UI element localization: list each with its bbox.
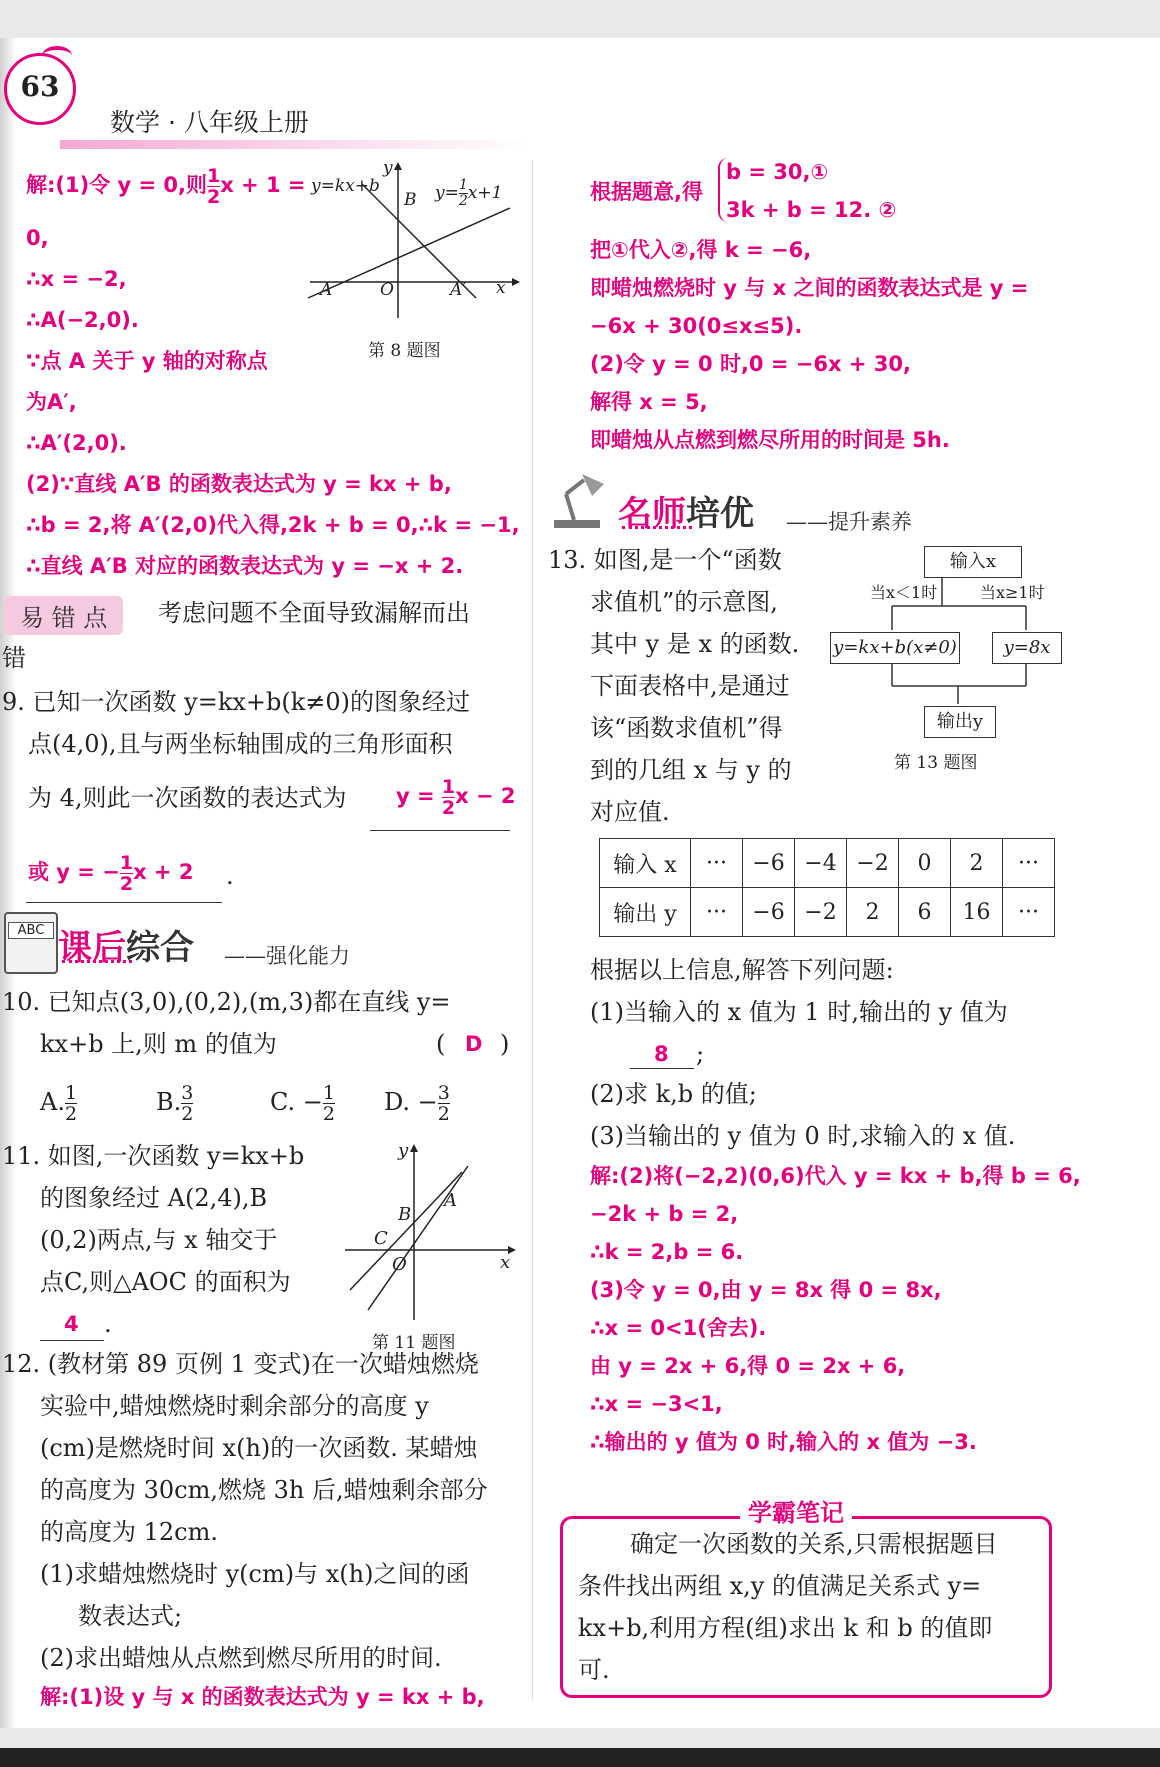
table-cell: ··· — [1003, 839, 1055, 888]
table-cell: 0 — [899, 839, 951, 888]
fig11-A-label: A — [444, 1190, 457, 1211]
fig11-C-label: C — [374, 1228, 388, 1249]
note-line3: kx+b,利用方程(组)求出 k 和 b 的值即 — [578, 1614, 993, 1642]
fig13-caption: 第 13 题图 — [894, 753, 978, 773]
q13-line11: (3)当输出的 y 值为 0 时,求输入的 x 值. — [590, 1122, 1016, 1150]
q13-line6: 到的几组 x 与 y 的 — [590, 756, 792, 784]
fig8-A-label: A — [320, 280, 333, 300]
q11-line4: 点C,则△AOC 的面积为 — [40, 1268, 291, 1296]
sol12-line3: 即蜡烛燃烧时 y 与 x 之间的函数表达式是 y = — [590, 276, 1029, 300]
note-title: 学霸笔记 — [740, 1493, 852, 1528]
q13-answer1: 8 — [654, 1042, 669, 1066]
sol12-line7: 即蜡烛从点燃到燃尽所用的时间是 5h. — [590, 428, 950, 452]
q11-blank-line — [40, 1340, 104, 1341]
q13-line7: 对应值. — [590, 798, 670, 826]
page-shadow — [0, 38, 16, 1728]
q11-end: . — [104, 1310, 112, 1338]
column-divider — [532, 160, 533, 1700]
table-cell: ··· — [691, 839, 743, 888]
table-cell: ··· — [1003, 888, 1055, 937]
q11-line1: 11. 如图,一次函数 y=kx+b — [2, 1142, 305, 1170]
sol8-line3: ∴x = −2, — [26, 267, 127, 291]
q13-semi: ; — [696, 1040, 705, 1068]
fig8-caption: 第 8 题图 — [368, 341, 441, 361]
sol12-eq2: 3k + b = 12. ② — [726, 198, 897, 222]
q10-paren-right: ) — [500, 1030, 510, 1058]
q10-paren-left: ( — [436, 1030, 446, 1058]
q11-line2: 的图象经过 A(2,4),B — [40, 1184, 268, 1212]
table-cell: 输入 x — [600, 839, 691, 888]
sol8-line5: ∵点 A 关于 y 轴的对称点 — [26, 349, 268, 373]
table-cell: −6 — [743, 839, 795, 888]
q10-option-d[interactable]: D. − $\frac{3}{2}$ — [384, 1082, 450, 1125]
table-cell: 16 — [951, 888, 1003, 937]
y-axis-arrow — [410, 1144, 418, 1152]
q12-line8: (2)求出蜡烛从点燃到燃尽所用的时间. — [40, 1644, 442, 1672]
sol12-line4: −6x + 30(0≤x≤5). — [590, 314, 803, 338]
fig8-y-label: y — [383, 158, 393, 178]
q11-line3: (0,2)两点,与 x 轴交于 — [40, 1226, 278, 1254]
q12-line7: 数表达式; — [78, 1602, 183, 1630]
q10-answer: D — [465, 1032, 483, 1056]
sol8-line8: (2)∵直线 A′B 的函数表达式为 y = kx + b, — [26, 472, 452, 496]
sol12-line6: 解得 x = 5, — [590, 390, 708, 414]
table-cell: −4 — [795, 839, 847, 888]
q13-sol4: (3)令 y = 0,由 y = 8x 得 0 = 8x, — [590, 1278, 942, 1302]
q10-option-b[interactable]: B. $\frac{3}{2}$ — [156, 1082, 194, 1125]
flow-cond1: 当x＜1时 — [870, 583, 938, 602]
q9-answer2: 或 y = − $\frac{1}{2}$ x + 2 — [28, 851, 194, 895]
q9-line3: 为 4,则此一次函数的表达式为 — [28, 784, 347, 812]
cuo-title: 考虑问题不全面导致漏解而出 — [158, 599, 470, 627]
fig11-y-label: y — [398, 1140, 409, 1161]
sol12-line1a: 根据题意,得 — [590, 180, 703, 204]
q12-line6: (1)求蜡烛燃烧时 y(cm)与 x(h)之间的函 — [40, 1560, 470, 1588]
q13-line4: 下面表格中,是通过 — [590, 672, 790, 700]
table-cell: −2 — [847, 839, 899, 888]
q11-answer: 4 — [64, 1312, 79, 1336]
q12-line2: 实验中,蜡烛燃烧时剩余部分的高度 y — [40, 1392, 429, 1420]
note-line4: 可. — [578, 1656, 610, 1684]
fig8-O-label: O — [380, 280, 394, 300]
q13-sol2: −2k + b = 2, — [590, 1202, 739, 1226]
q13-line8: 根据以上信息,解答下列问题: — [590, 956, 894, 984]
header-underline — [60, 140, 530, 149]
cuo-row — [4, 596, 123, 635]
sol8-line2: 0, — [26, 226, 49, 250]
q13-sol1: 解:(2)将(−2,2)(0,6)代入 y = kx + b,得 b = 6, — [590, 1164, 1081, 1188]
table-cell: ··· — [691, 888, 743, 937]
fraction: $\frac{1}{2}$ — [207, 164, 221, 208]
book-icon — [4, 912, 58, 974]
q10-line1: 10. 已知点(3,0),(0,2),(m,3)都在直线 y= — [2, 988, 451, 1016]
q13-line10: (2)求 k,b 的值; — [590, 1080, 757, 1108]
q9-end: . — [226, 862, 234, 890]
fig11-caption: 第 11 题图 — [372, 1333, 456, 1353]
q9-answer1: y = $\frac{1}{2}$ x − 2 — [396, 775, 516, 819]
fig8-x-label: x — [496, 278, 506, 298]
q12-sol1: 解:(1)设 y 与 x 的函数表达式为 y = kx + b, — [40, 1685, 485, 1709]
q13-blank-line — [630, 1068, 694, 1069]
q13-sol8: ∴输出的 y 值为 0 时,输入的 x 值为 −3. — [590, 1430, 977, 1454]
q13-sol7: ∴x = −3<1, — [590, 1392, 723, 1416]
table-row-input — [600, 839, 1055, 888]
sol12-line2: 把①代入②,得 k = −6, — [590, 238, 812, 262]
q13-sol6: 由 y = 2x + 6,得 0 = 2x + 6, — [590, 1354, 906, 1378]
value-table — [599, 838, 1055, 937]
sol12-line5: (2)令 y = 0 时,0 = −6x + 30, — [590, 352, 911, 376]
cuo-title-cont: 错 — [2, 644, 26, 672]
line-half-x-plus-1 — [308, 208, 510, 298]
sol8-line7: ∴A′(2,0). — [26, 431, 127, 455]
fig8-B-label: B — [404, 190, 417, 210]
x-axis-arrow — [512, 278, 520, 286]
q13-line5: 该“函数求值机”得 — [590, 714, 783, 742]
section-kehou: 课后综合 — [58, 928, 194, 968]
section-mingshi-subtitle: ——提升素养 — [786, 510, 912, 534]
sol12-eq1: b = 30,① — [726, 160, 829, 184]
table-cell: −2 — [795, 888, 847, 937]
q13-line1: 13. 如图,是一个“函数 — [548, 546, 782, 574]
figure-11 — [340, 1140, 520, 1330]
table-cell: 6 — [899, 888, 951, 937]
table-row-output — [600, 888, 1055, 937]
q12-line4: 的高度为 30cm,燃烧 3h 后,蜡烛剩余部分 — [40, 1476, 488, 1504]
q9-blank-line1 — [370, 830, 510, 831]
q10-option-a[interactable]: A. $\frac{1}{2}$ — [40, 1082, 78, 1125]
table-cell: 输出 y — [600, 888, 691, 937]
q13-sol3: ∴k = 2,b = 6. — [590, 1240, 744, 1264]
q12-line3: (cm)是燃烧时间 x(h)的一次函数. 某蜡烛 — [40, 1434, 478, 1462]
q12-line1: 12. (教材第 89 页例 1 变式)在一次蜡烛燃烧 — [2, 1350, 479, 1378]
table-cell: −6 — [743, 888, 795, 937]
q13-sol5: ∴x = 0<1(舍去). — [590, 1316, 767, 1340]
flow-f2: y=8x — [992, 632, 1062, 664]
flow-output: 输出y — [924, 706, 996, 738]
q10-line2: kx+b 上,则 m 的值为 — [40, 1030, 277, 1058]
abc-label: ABC — [8, 922, 54, 939]
flow-cond2: 当x≥1时 — [980, 583, 1045, 602]
note-line2: 条件找出两组 x,y 的值满足关系式 y= — [578, 1572, 982, 1600]
flow-input: 输入x — [924, 546, 1022, 578]
q9-blank-line2 — [26, 902, 222, 903]
y-axis-arrow — [394, 162, 402, 170]
cuo-badge: 易 错 点 — [4, 596, 123, 635]
q13-line3: 其中 y 是 x 的函数. — [590, 630, 800, 658]
fig11-O-label: O — [392, 1254, 407, 1275]
flow-f1: y=kx+b(x≠0) — [830, 632, 960, 664]
sol8-line9: ∴b = 2,将 A′(2,0)代入得,2k + b = 0,∴k = −1, — [26, 513, 520, 537]
lamp-icon — [548, 470, 610, 532]
fig8-label-line1: y=kx+b — [311, 176, 380, 196]
page-number: 63 — [4, 53, 76, 125]
q12-line5: 的高度为 12cm. — [40, 1518, 218, 1546]
table-cell: 2 — [847, 888, 899, 937]
q9-line2: 点(4,0),且与两坐标轴围成的三角形面积 — [28, 730, 453, 758]
fig11-B-label: B — [398, 1204, 412, 1225]
q9-line1: 9. 已知一次函数 y=kx+b(k≠0)的图象经过 — [2, 688, 471, 716]
sol8-line10: ∴直线 A′B 对应的函数表达式为 y = −x + 2. — [26, 554, 464, 578]
note-line1: 确定一次函数的关系,只需根据题目 — [630, 1530, 998, 1558]
sol8-line4: ∴A(−2,0). — [26, 308, 139, 332]
page-number-swoosh — [42, 46, 72, 66]
fig8-A2-label: A′ — [450, 280, 467, 300]
q13-line9: (1)当输入的 x 值为 1 时,输出的 y 值为 — [590, 998, 1008, 1026]
fig11-x-label: x — [500, 1252, 511, 1273]
sol8-line1: 解:(1)令 y = 0,则 $\frac{1}{2}$ x + 1 = — [26, 164, 306, 208]
section-mingshi: 名师培优 — [618, 494, 754, 534]
sol8-line6: 为A′, — [26, 390, 77, 414]
book-title: 数学 · 八年级上册 — [110, 108, 309, 137]
fig8-label-line2: y= $\frac{1}{2}$ x+1 — [435, 177, 503, 209]
bottom-bar — [0, 1748, 1160, 1767]
section-kehou-subtitle: ——强化能力 — [224, 944, 350, 968]
q13-line2: 求值机”的示意图, — [590, 588, 778, 616]
table-cell: 2 — [951, 839, 1003, 888]
q10-option-c[interactable]: C. − $\frac{1}{2}$ — [270, 1082, 335, 1125]
